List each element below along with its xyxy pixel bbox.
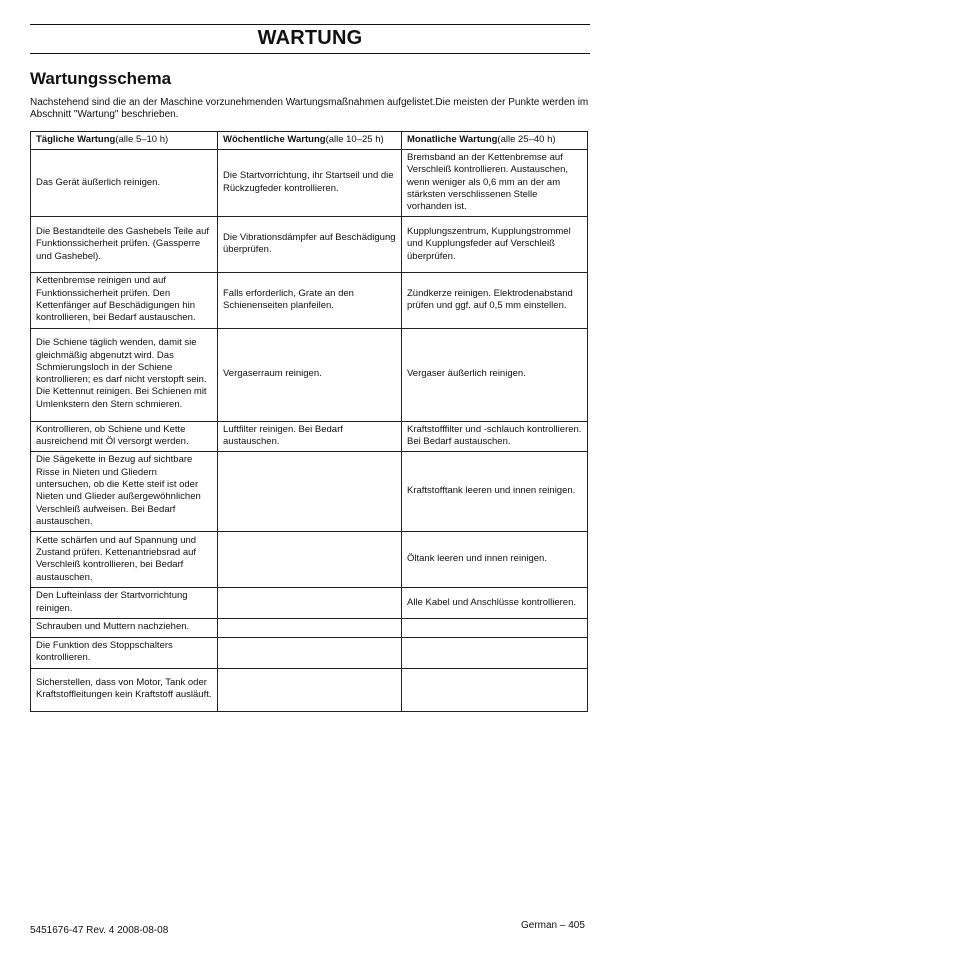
table-cell: Die Schiene täglich wenden, damit sie gleichmäßig abgenutzt wird. Das Schmierungsloch in der Schiene kontrollieren; es darf nicht verstopft sein. Die Kettennut reinigen. Bei Schienen mit Umlenkstern den Stern schmieren.	[31, 328, 218, 421]
table-cell: Sicherstellen, dass von Motor, Tank oder Kraftstoffleitungen kein Kraftstoff ausläuft.	[31, 668, 218, 711]
section-title: WARTUNG	[257, 27, 363, 49]
table-cell: Die Bestandteile des Gashebels Teile auf Funktionssicherheit prüfen. (Gassperre und Gashebel).	[31, 217, 218, 273]
table-cell: Die Sägekette in Bezug auf sichtbare Risse in Nieten und Gliedern untersuchen, ob die Kette steif ist oder Nieten und Glieder außergewöhnlichen Verschleiß aufweisen. Bei Bedarf austauschen.	[31, 452, 218, 532]
table-row	[31, 668, 588, 711]
table-cell	[402, 668, 588, 711]
header-rule-bottom	[30, 53, 590, 54]
table-row	[31, 532, 588, 588]
table-cell	[218, 452, 402, 532]
table-row	[31, 150, 588, 217]
column-header-weekly: Wöchentliche Wartung(alle 10–25 h)	[218, 132, 402, 150]
table-cell	[402, 637, 588, 668]
table-cell: Alle Kabel und Anschlüsse kontrollieren.	[402, 588, 588, 619]
table-cell: Vergaserraum reinigen.	[218, 328, 402, 421]
table-cell: Den Lufteinlass der Startvorrichtung reinigen.	[31, 588, 218, 619]
table-cell	[218, 532, 402, 588]
table-row	[31, 328, 588, 421]
table-header-row	[31, 132, 588, 150]
table-cell	[402, 619, 588, 637]
page-title: Wartungsschema	[30, 69, 172, 88]
table-cell: Öltank leeren und innen reinigen.	[402, 532, 588, 588]
table-row	[31, 217, 588, 273]
table-cell: Luftfilter reinigen. Bei Bedarf austauschen.	[218, 421, 402, 452]
table-cell	[218, 668, 402, 711]
table-cell: Die Startvorrichtung, ihr Startseil und die Rückzugfeder kontrollieren.	[218, 150, 402, 217]
table-row	[31, 273, 588, 328]
table-cell: Falls erforderlich, Grate an den Schienenseiten planfeilen.	[218, 273, 402, 328]
table-cell: Kettenbremse reinigen und auf Funktionssicherheit prüfen. Den Kettenfänger auf Beschädigungen hin kontrollieren, bei Bedarf austauschen.	[31, 273, 218, 328]
table-cell: Vergaser äußerlich reinigen.	[402, 328, 588, 421]
column-header-daily: Tägliche Wartung(alle 5–10 h)	[31, 132, 218, 150]
table-cell: Kontrollieren, ob Schiene und Kette ausreichend mit Öl versorgt werden.	[31, 421, 218, 452]
table-cell	[218, 619, 402, 637]
table-cell: Kupplungszentrum, Kupplungstrommel und Kupplungsfeder auf Verschleiß überprüfen.	[402, 217, 588, 273]
table-cell: Kraftstofftank leeren und innen reinigen.	[402, 452, 588, 532]
table-row	[31, 421, 588, 452]
table-cell	[218, 637, 402, 668]
table-cell: Zündkerze reinigen. Elektrodenabstand prüfen und ggf. auf 0,5 mm einstellen.	[402, 273, 588, 328]
table-row	[31, 452, 588, 532]
table-row	[31, 588, 588, 619]
table-cell: Schrauben und Muttern nachziehen.	[31, 619, 218, 637]
table-cell: Das Gerät äußerlich reinigen.	[31, 150, 218, 217]
table-cell	[218, 588, 402, 619]
header-rule-top	[30, 24, 590, 25]
table-cell: Die Funktion des Stoppschalters kontrollieren.	[31, 637, 218, 668]
table-cell: Bremsband an der Kettenbremse auf Verschleiß kontrollieren. Austauschen, wenn weniger als 0,6 mm an der am stärksten verschlissenen Stelle vorhanden ist.	[402, 150, 588, 217]
table-cell: Die Vibrationsdämpfer auf Beschädigung überprüfen.	[218, 217, 402, 273]
table-row	[31, 637, 588, 668]
document-reference: 5451676-47 Rev. 4 2008-08-08	[30, 925, 169, 936]
table-row	[31, 619, 588, 637]
column-header-monthly: Monatliche Wartung(alle 25–40 h)	[402, 132, 588, 150]
table-cell: Kraftstofffilter und -schlauch kontrollieren. Bei Bedarf austauschen.	[402, 421, 588, 452]
page-number: German – 405	[521, 920, 585, 931]
maintenance-schedule-table	[30, 131, 588, 712]
table-cell: Kette schärfen und auf Spannung und Zustand prüfen. Kettenantriebsrad auf Verschleiß kontrollieren, bei Bedarf austauschen.	[31, 532, 218, 588]
intro-paragraph: Nachstehend sind die an der Maschine vorzunehmenden Wartungsmaßnahmen aufgelistet.Die meisten der Punkte werden im Abschnitt "Wartung" beschrieben.	[30, 97, 589, 120]
